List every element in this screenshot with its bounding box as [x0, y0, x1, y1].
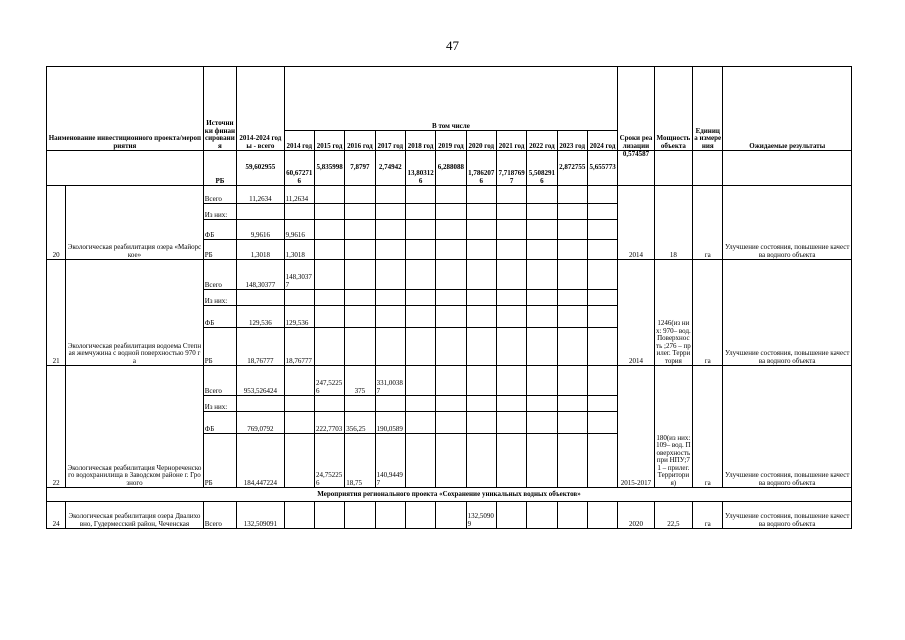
summary-2019: 6,288088 [436, 151, 466, 186]
total-cell: 148,30377 [237, 260, 285, 290]
total-cell: 953,526424 [237, 366, 285, 396]
project-number: 22 [47, 366, 66, 488]
year-cell: 132,50909 [466, 502, 496, 529]
total-cell: 18,76777 [237, 328, 285, 366]
project-result: Улучшение состояния, повышение качества водного объекта [723, 260, 852, 366]
year-2023: 2023 год [557, 131, 587, 151]
summary-2016: 7,8797 [345, 151, 375, 186]
project-capacity: 18 [654, 186, 692, 260]
header-unit: Единица измерения [693, 67, 723, 151]
source-cell: РБ [203, 240, 236, 260]
header-source: Источники финансирования [203, 67, 236, 151]
project-period: 2014 [618, 186, 654, 260]
project-20-row-total [47, 186, 852, 204]
source-cell: ФБ [203, 412, 236, 434]
year-2020: 2020 год [466, 131, 496, 151]
summary-2014: 60,672716 [284, 151, 314, 186]
year-2015: 2015 год [314, 131, 344, 151]
header-period: Сроки реализации [618, 67, 654, 151]
year-cell: 129,536 [284, 306, 314, 328]
header-in-that: В том числе [284, 67, 618, 131]
project-result: Улучшение состояния, повышение качества водного объекта [723, 502, 852, 529]
project-21-row-total [47, 260, 852, 290]
investment-table [46, 66, 852, 529]
header-result: Ожидаемые результаты [723, 67, 852, 151]
source-cell: Всего [203, 366, 236, 396]
project-period: 2020 [618, 502, 654, 529]
year-cell: 331,00387 [375, 366, 405, 396]
project-number: 20 [47, 186, 66, 260]
section-title-row [47, 488, 852, 502]
project-period: 2015-2017 [618, 366, 654, 488]
summary-source: РБ [203, 151, 236, 186]
summary-2024: 5,655773 [587, 151, 617, 186]
source-cell: Из них: [203, 290, 236, 306]
project-unit: га [693, 186, 723, 260]
project-capacity: 22,5 [654, 502, 692, 529]
year-cell: 375 [345, 366, 375, 396]
year-2014: 2014 год [284, 131, 314, 151]
summary-total: 59,602955 [237, 151, 285, 186]
project-number: 24 [47, 502, 66, 529]
year-cell: 18,76777 [284, 328, 314, 366]
project-22-row-total [47, 366, 852, 396]
project-number: 21 [47, 260, 66, 366]
project-capacity: 180(из них: 109– вод. Поверхность при НПУ;71 – прилег. Территория) [654, 366, 692, 488]
year-cell: 24,752256 [314, 434, 344, 488]
project-unit: га [693, 366, 723, 488]
source-cell: Из них: [203, 396, 236, 412]
year-cell: 1,3018 [284, 240, 314, 260]
project-capacity: 1246(из них: 970– вод. Поверхность ;276 – прилег. Территория [654, 260, 692, 366]
year-2017: 2017 год [375, 131, 405, 151]
header-name: Наименование инвестиционного проекта/мероприятия [47, 67, 204, 151]
source-cell: Всего [203, 260, 236, 290]
header-total: 2014-2024 годы - всего [237, 67, 285, 151]
project-name: Экологическая реабилитация Чернореченского водохранилища в Заводском районе г. Грозного [66, 366, 204, 488]
project-name: Экологическая реабилитация водоема Степная жемчужина с водной поверхностью 970 га [66, 260, 204, 366]
source-cell: РБ [203, 434, 236, 488]
total-cell: 184,447224 [237, 434, 285, 488]
year-2024: 2024 год [587, 131, 617, 151]
year-cell: 247,52256 [314, 366, 344, 396]
year-2019: 2019 год [436, 131, 466, 151]
project-result: Улучшение состояния, повышение качества водного объекта [723, 366, 852, 488]
year-cell: 356,25 [345, 412, 375, 434]
header-row-1 [47, 67, 852, 131]
summary-2017: 2,74942 [375, 151, 405, 186]
summary-2022: 5,508291 6 [527, 151, 557, 186]
total-cell: 9,9616 [237, 220, 285, 240]
total-cell: 129,536 [237, 306, 285, 328]
summary-2021: 7,718769 7 [496, 151, 526, 186]
source-cell: ФБ [203, 306, 236, 328]
summary-period: 0,574587 [618, 151, 654, 186]
source-cell: Всего [203, 502, 236, 529]
year-cell: 190,0589 [375, 412, 405, 434]
total-cell: 769,0792 [237, 412, 285, 434]
year-cell: 140,94497 [375, 434, 405, 488]
year-2016: 2016 год [345, 131, 375, 151]
source-cell: Из них: [203, 204, 236, 220]
year-2021: 2021 год [496, 131, 526, 151]
project-result: Улучшение состояния, повышение качества водного объекта [723, 186, 852, 260]
project-unit: га [693, 502, 723, 529]
year-cell: 11,2634 [284, 186, 314, 204]
total-cell: 1,3018 [237, 240, 285, 260]
total-cell: 11,2634 [237, 186, 285, 204]
summary-2015: 5,835998 [314, 151, 344, 186]
summary-2018: 13,803126 [405, 151, 435, 186]
year-2022: 2022 год [527, 131, 557, 151]
year-2018: 2018 год [405, 131, 435, 151]
year-cell: 9,9616 [284, 220, 314, 240]
source-cell: ФБ [203, 220, 236, 240]
section-title: Мероприятия регионального проекта «Сохранение уникальных водных объектов» [47, 488, 852, 502]
source-cell: РБ [203, 328, 236, 366]
project-24-row [47, 502, 852, 529]
header-capacity: Мощность объекта [654, 67, 692, 151]
year-cell: 18,75 [345, 434, 375, 488]
total-cell: 132,509091 [237, 502, 285, 529]
year-cell: 148,30377 [284, 260, 314, 290]
project-period: 2014 [618, 260, 654, 366]
project-unit: га [693, 260, 723, 366]
year-cell: 222,7703 [314, 412, 344, 434]
summary-row [47, 151, 852, 186]
project-name: Экологическая реабилитация озера «Майорское» [66, 186, 204, 260]
summary-2020: 1,786207 6 [466, 151, 496, 186]
page-number: 47 [446, 38, 459, 53]
summary-2023: 2,872755 [557, 151, 587, 186]
project-name: Экологическая реабилитация озера Двалиховно, Гудермесский район, Чеченская [66, 502, 204, 529]
source-cell: Всего [203, 186, 236, 204]
